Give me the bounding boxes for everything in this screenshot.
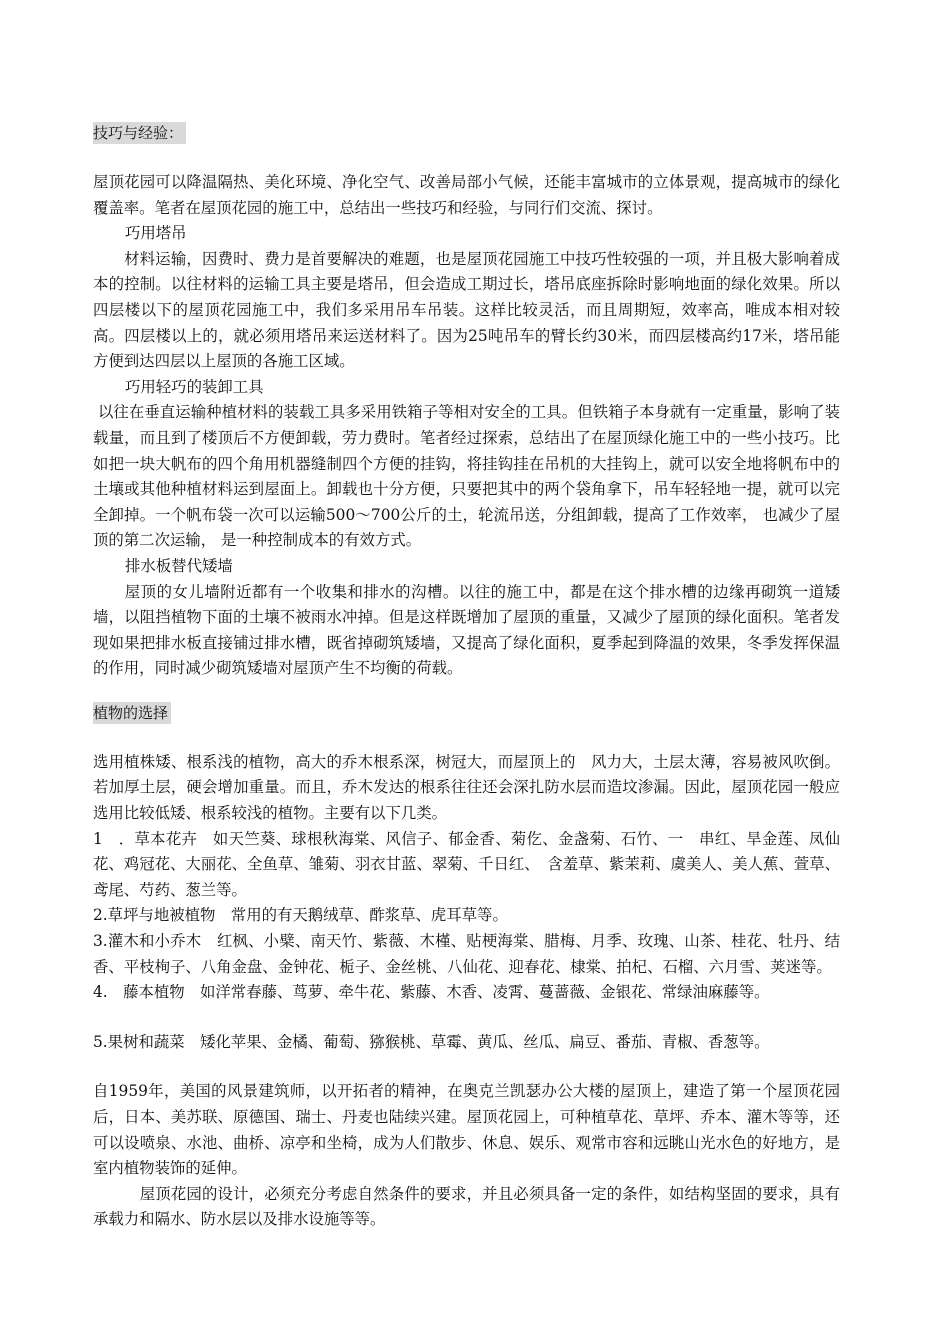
list-item-herbaceous: 1 ．草本花卉 如天竺葵、球根秋海棠、风信子、郁金香、菊仡、金盏菊、石竹、一 串红、旱金莲、凤仙花、鸡冠花、大丽花、全鱼草、雏菊、羽衣甘蓝、翠菊、千日红、 含羞草、紫茉莉、虞美人、美人蕉、萱草、鸢尾、芍药、葱兰等。: [93, 829, 840, 899]
paragraph-history: 自1959年，美国的风景建筑师，以开拓者的精神，在奥克兰凯瑟办公大楼的屋顶上，建造了第一个屋顶花园后，日本、美苏联、原德国、瑞士、丹麦也陆续兴建。屋顶花园上，可种植草花、草坪、乔本、灌木等等，还可以设喷泉、水池、曲桥、凉亭和坐椅，成为人们散步、休息、娱乐、观常市容和远眺山光水色的好地方，是室内植物装饰的延伸。: [93, 1082, 840, 1178]
paragraph-tower-crane: 材料运输，因费时、费力是首要解决的难题，也是屋顶花园施工中技巧性较强的一项，并且极大影响着成本的控制。以往材料的运输工具主要是塔吊，但会造成工期过长，塔吊底座拆除时影响地面的绿化效果。所以四层楼以下的屋顶花园施工中，我们多采用吊车吊装。这样比较灵活，而且周期短，效率高，唯成本相对较高。四层楼以上的，就必须用塔吊来运送材料了。因为25吨吊车的臂长约30米，而四层楼高约17米，塔吊能方便到达四层以上屋顶的各施工区域。: [93, 249, 840, 371]
spacer: [93, 682, 840, 702]
paragraph-plant-selection: 选用植株矮、根系浅的植物，高大的乔木根系深，树冠大，而屋顶上的 风力大，土层太薄，容易被风吹倒。若加厚土层，硬会增加重量。而且，乔木发达的根系往往还会深扎防水层而造坟渗漏。因此，屋顶花园一般应选用比较低矮、根系较浅的植物。主要有以下几类。: [93, 752, 840, 823]
paragraph-design: 屋顶花园的设计，必须充分考虑自然条件的要求，并且必须具备一定的条件，如结构坚固的要求，具有承载力和隔水、防水层以及排水设施等等。: [93, 1184, 840, 1229]
intro-paragraph: 屋顶花园可以降温隔热、美化环境、净化空气、改善局部小气候，还能丰富城市的立体景观，提高城市的绿化覆盖率。笔者在屋顶花园的施工中，总结出一些技巧和经验，与同行们交流、探讨。: [93, 173, 840, 217]
subheading-drainage-board: 排水板替代矮墙: [125, 556, 233, 575]
section-heading-plants: 植物的选择: [93, 702, 171, 724]
list-item-lawn: 2.草坪与地被植物 常用的有天鹅绒草、酢浆草、虎耳草等。: [93, 906, 508, 925]
subheading-tower-crane: 巧用塔吊: [125, 224, 187, 243]
section-heading-tips: 技巧与经验：: [93, 122, 186, 144]
list-item-shrubs: 3.灌木和小乔木 红枫、小檗、南天竹、紫薇、木槿、贴梗海棠、腊梅、月季、玫瑰、山茶、桂花、牡丹、结香、平枝栒子、八角金盘、金钟花、栀子、金丝桃、八仙花、迎春花、棣棠、拍杞、石榴、六月雪、荚迷等。: [93, 932, 840, 976]
paragraph-drainage-board: 屋顶的女儿墙附近都有一个收集和排水的沟槽。以往的施工中，都是在这个排水槽的边缘再砌筑一道矮墙，以阻挡植物下面的土壤不被雨水冲掉。但是这样既增加了屋顶的重量，又减少了屋顶的绿化面积。笔者发现如果把排水板直接铺过排水槽，既省掉砌筑矮墙，又提高了绿化面积，夏季起到降温的效果，冬季发挥保温的作用，同时减少砌筑矮墙对屋顶产生不均衡的荷载。: [93, 582, 840, 678]
spacer: [93, 144, 840, 170]
list-item-fruits-vegetables: 5.果树和蔬菜 矮化苹果、金橘、葡萄、猕猴桃、草霉、黄瓜、丝瓜、扁豆、番茄、青椒、香葱等。: [93, 1032, 770, 1051]
spacer: [93, 1055, 840, 1079]
paragraph-loading-tools: 以往在垂直运输种植材料的装载工具多采用铁箱子等相对安全的工具。但铁箱子本身就有一定重量，影响了装载量，而且到了楼顶后不方便卸载，劳力费时。笔者经过探索，总结出了在屋顶绿化施工中的一些小技巧。比如把一块大帆布的四个角用机器缝制四个方便的挂钩，将挂钩挂在吊机的大挂钩上，就可以安全地将帆布中的土壤或其他种植材料运到屋面上。卸载也十分方便，只要把其中的两个袋角拿下，吊车轻轻地一提，就可以完全卸掉。一个帆布袋一次可以运输500～700公斤的土，轮流吊送，分组卸载，提高了工作效率， 也减少了屋顶的第二次运输， 是一种控制成本的有效方式。: [93, 403, 840, 550]
subheading-loading-tools: 巧用轻巧的装卸工具: [125, 377, 264, 396]
spacer: [93, 724, 840, 750]
list-item-vines: 4. 藤本植物 如洋常春藤、茑萝、牵牛花、紫藤、木香、凌霄、蔓蔷薇、金银花、常绿油麻藤等。: [93, 983, 770, 1002]
spacer: [93, 1006, 840, 1030]
